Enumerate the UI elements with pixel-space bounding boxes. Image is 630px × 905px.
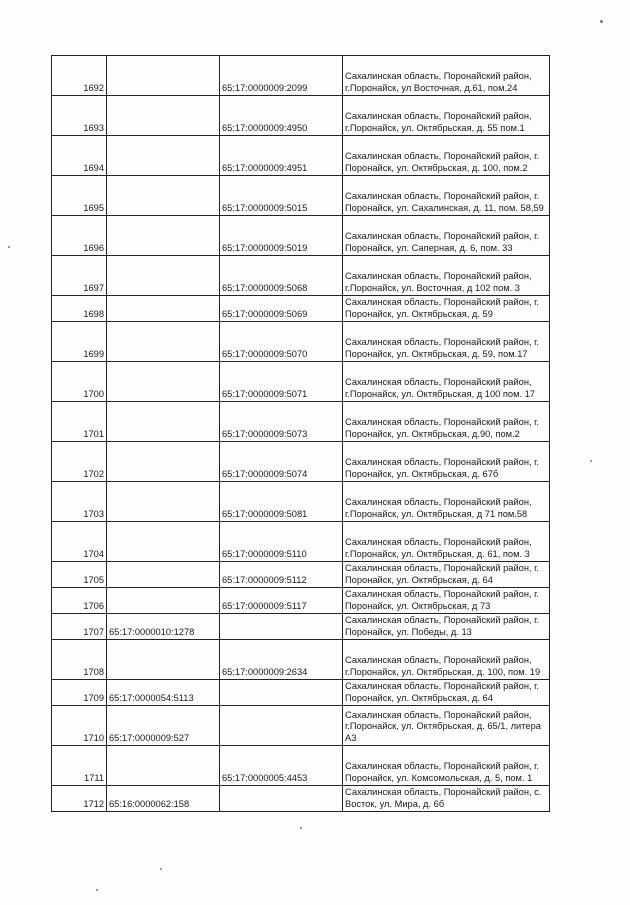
address-line: Сахалинская область, Поронайский район, г. <box>345 615 539 625</box>
cadastral-number-land <box>107 296 220 322</box>
scan-speck <box>160 868 162 870</box>
cadastral-number-premises <box>220 680 343 706</box>
table-row <box>52 442 550 482</box>
table-row <box>52 786 550 812</box>
address-line: Восток, ул. Мира, д. 6б <box>345 798 445 809</box>
row-number: 1709 <box>52 680 107 706</box>
address-line: г.Поронайск, ул. Октябрьская, д. 100, пом. 19 <box>345 666 541 677</box>
address-line: г.Поронайск, ул Восточная, д.61, пом.24 <box>345 82 518 93</box>
cadastral-number-land <box>107 562 220 588</box>
row-number: 1708 <box>52 640 107 680</box>
table-row <box>52 482 550 522</box>
cadastral-number-land: 65:17:0000009:527 <box>107 706 220 746</box>
cadastral-number-premises <box>220 614 343 640</box>
address-line: Сахалинская область, Поронайский район, г. <box>345 337 539 347</box>
row-number: 1704 <box>52 522 107 562</box>
cadastral-number-land <box>107 256 220 296</box>
row-number: 1706 <box>52 588 107 614</box>
row-number: 1700 <box>52 362 107 402</box>
address-cell <box>343 402 550 442</box>
row-number: 1703 <box>52 482 107 522</box>
row-number: 1701 <box>52 402 107 442</box>
address-cell <box>343 786 550 812</box>
cadastral-number-land <box>107 640 220 680</box>
address-cell <box>343 680 550 706</box>
row-number: 1702 <box>52 442 107 482</box>
address-line: Сахалинская область, Поронайский район, <box>345 377 532 387</box>
address-line: Сахалинская область, Поронайский район, г. <box>345 589 539 599</box>
address-cell <box>343 176 550 216</box>
address-line: Сахалинская область, Поронайский район, <box>345 111 532 121</box>
cadastral-number-premises: 65:17:0000009:5110 <box>220 522 343 562</box>
row-number: 1705 <box>52 562 107 588</box>
address-line: г.Поронайск, ул. Октябрьская, д. 65/1, литера <box>345 721 541 731</box>
cadastral-number-premises: 65:17:0000005:4453 <box>220 746 343 786</box>
row-number: 1697 <box>52 256 107 296</box>
cadastral-number-land <box>107 746 220 786</box>
address-line: г.Поронайск, ул. Октябрьская, д 100 пом. 17 <box>345 388 535 399</box>
cadastral-number-land <box>107 56 220 96</box>
row-number: 1698 <box>52 296 107 322</box>
address-cell <box>343 322 550 362</box>
address-line: Поронайск, ул. Саперная, д. 6, пом. 33 <box>345 242 513 253</box>
address-line: Сахалинская область, Поронайский район, <box>345 709 532 720</box>
row-number: 1707 <box>52 614 107 640</box>
table-row <box>52 614 550 640</box>
address-line: г.Поронайск, ул. Октябрьская, д 71 пом.58 <box>345 508 528 519</box>
address-line: Сахалинская область, Поронайский район, г. <box>345 231 539 241</box>
cadastral-number-premises: 65:17:0000009:5117 <box>220 588 343 614</box>
cadastral-number-land <box>107 176 220 216</box>
address-cell <box>343 588 550 614</box>
table-row <box>52 362 550 402</box>
address-line: Сахалинская область, Поронайский район, <box>345 497 532 507</box>
address-line: Сахалинская область, Поронайский район, г. <box>345 681 539 691</box>
cadastral-number-premises <box>220 706 343 746</box>
table-row <box>52 680 550 706</box>
address-line: г.Поронайск, ул. Октябрьская, д. 55 пом.1 <box>345 122 525 133</box>
cadastral-number-land <box>107 482 220 522</box>
cadastral-number-premises: 65:17:0000009:5015 <box>220 176 343 216</box>
row-number: 1696 <box>52 216 107 256</box>
address-line: Поронайск, ул. Октябрьская, д. 59, пом.17 <box>345 348 528 359</box>
row-number: 1694 <box>52 136 107 176</box>
row-number: 1695 <box>52 176 107 216</box>
registry-table-body <box>52 56 550 812</box>
table-row <box>52 562 550 588</box>
address-cell <box>343 562 550 588</box>
cadastral-number-premises: 65:17:0000009:2634 <box>220 640 343 680</box>
cadastral-number-land: 65:17:0000054:5113 <box>107 680 220 706</box>
table-row <box>52 640 550 680</box>
address-cell <box>343 56 550 96</box>
address-cell <box>343 522 550 562</box>
table-row <box>52 322 550 362</box>
row-number: 1710 <box>52 706 107 746</box>
cadastral-number-land <box>107 96 220 136</box>
cadastral-number-land <box>107 588 220 614</box>
address-line: А3 <box>345 732 357 743</box>
address-line: Поронайск, ул. Октябрьская, д. 59 <box>345 308 493 319</box>
scan-speck <box>96 889 98 891</box>
row-number: 1712 <box>52 786 107 812</box>
table-row <box>52 96 550 136</box>
cadastral-number-premises: 65:17:0000009:5070 <box>220 322 343 362</box>
cadastral-number-land <box>107 362 220 402</box>
address-cell <box>343 296 550 322</box>
table-row <box>52 136 550 176</box>
address-line: Сахалинская область, Поронайский район, г. <box>345 761 539 771</box>
table-row <box>52 706 550 746</box>
address-line: Сахалинская область, Поронайский район, <box>345 537 532 547</box>
cadastral-number-premises <box>220 786 343 812</box>
table-row <box>52 256 550 296</box>
address-cell <box>343 746 550 786</box>
scan-speck <box>590 460 592 462</box>
address-line: Сахалинская область, Поронайский район, <box>345 271 532 281</box>
table-row <box>52 296 550 322</box>
cadastral-number-land <box>107 136 220 176</box>
scan-speck <box>600 20 603 23</box>
address-line: Поронайск, ул. Победы, д. 13 <box>345 626 472 637</box>
address-line: Поронайск, ул. Октябрьская, д. 64 <box>345 692 493 703</box>
address-line: Поронайск, ул. Октябрьская, д 73 <box>345 600 491 611</box>
cadastral-number-land <box>107 402 220 442</box>
row-number: 1693 <box>52 96 107 136</box>
address-line: Сахалинская область, Поронайский район, <box>345 71 532 81</box>
cadastral-number-premises: 65:17:0000009:5071 <box>220 362 343 402</box>
address-line: Сахалинская область, Поронайский район, г. <box>345 457 539 467</box>
table-row <box>52 746 550 786</box>
cadastral-number-land <box>107 442 220 482</box>
table-row <box>52 402 550 442</box>
address-line: Поронайск, ул. Октябрьская, д.90, пом.2 <box>345 428 520 439</box>
cadastral-number-premises: 65:17:0000009:4950 <box>220 96 343 136</box>
scan-speck <box>8 246 10 248</box>
address-line: Сахалинская область, Поронайский район, г. <box>345 417 539 427</box>
address-line: Сахалинская область, Поронайский район, <box>345 655 532 665</box>
cadastral-number-premises: 65:17:0000009:2099 <box>220 56 343 96</box>
address-cell <box>343 96 550 136</box>
cadastral-number-land <box>107 322 220 362</box>
address-line: Сахалинская область, Поронайский район, г. <box>345 151 539 161</box>
registry-table <box>51 55 550 812</box>
cadastral-number-premises: 65:17:0000009:5081 <box>220 482 343 522</box>
address-line: Сахалинская область, Поронайский район, с. <box>345 787 542 797</box>
table-row <box>52 56 550 96</box>
cadastral-number-land <box>107 522 220 562</box>
address-cell <box>343 216 550 256</box>
address-line: Поронайск, ул. Октябрьская, д. 100, пом.2 <box>345 162 528 173</box>
scan-speck <box>300 827 302 829</box>
address-line: Поронайск, ул. Октябрьская, д. 64 <box>345 574 493 585</box>
address-line: Сахалинская область, Поронайский район, г. <box>345 563 539 573</box>
address-line: Поронайск, ул. Комсомольская, д. 5, пом. 1 <box>345 772 533 783</box>
address-line: Сахалинская область, Поронайский район, г. <box>345 191 539 201</box>
cadastral-number-premises: 65:17:0000009:5074 <box>220 442 343 482</box>
table-row <box>52 588 550 614</box>
cadastral-number-land: 65:16:0000062:158 <box>107 786 220 812</box>
address-cell <box>343 706 550 746</box>
cadastral-number-land <box>107 216 220 256</box>
cadastral-number-premises: 65:17:0000009:5112 <box>220 562 343 588</box>
address-cell <box>343 362 550 402</box>
address-line: г.Поронайск, ул. Октябрьская, д. 61, пом. 3 <box>345 548 530 559</box>
cadastral-number-premises: 65:17:0000009:5069 <box>220 296 343 322</box>
address-cell <box>343 136 550 176</box>
cadastral-number-premises: 65:17:0000009:5019 <box>220 216 343 256</box>
cadastral-number-premises: 65:17:0000009:5068 <box>220 256 343 296</box>
cadastral-number-premises: 65:17:0000009:4951 <box>220 136 343 176</box>
address-line: г.Поронайск, ул. Восточная, д 102 пом. 3 <box>345 282 520 293</box>
cadastral-number-premises: 65:17:0000009:5073 <box>220 402 343 442</box>
row-number: 1699 <box>52 322 107 362</box>
address-line: Поронайск, ул. Октябрьская, д. 67б <box>345 468 499 479</box>
row-number: 1692 <box>52 56 107 96</box>
address-cell <box>343 442 550 482</box>
table-row <box>52 216 550 256</box>
table-row <box>52 522 550 562</box>
cadastral-number-land: 65:17:0000010:1278 <box>107 614 220 640</box>
table-row <box>52 176 550 216</box>
row-number: 1711 <box>52 746 107 786</box>
address-line: Сахалинская область, Поронайский район, г. <box>345 297 539 307</box>
address-cell <box>343 482 550 522</box>
address-cell <box>343 614 550 640</box>
address-line: Поронайск, ул. Сахалинская, д. 11, пом. 58,59 <box>345 202 544 213</box>
address-cell <box>343 640 550 680</box>
address-cell <box>343 256 550 296</box>
